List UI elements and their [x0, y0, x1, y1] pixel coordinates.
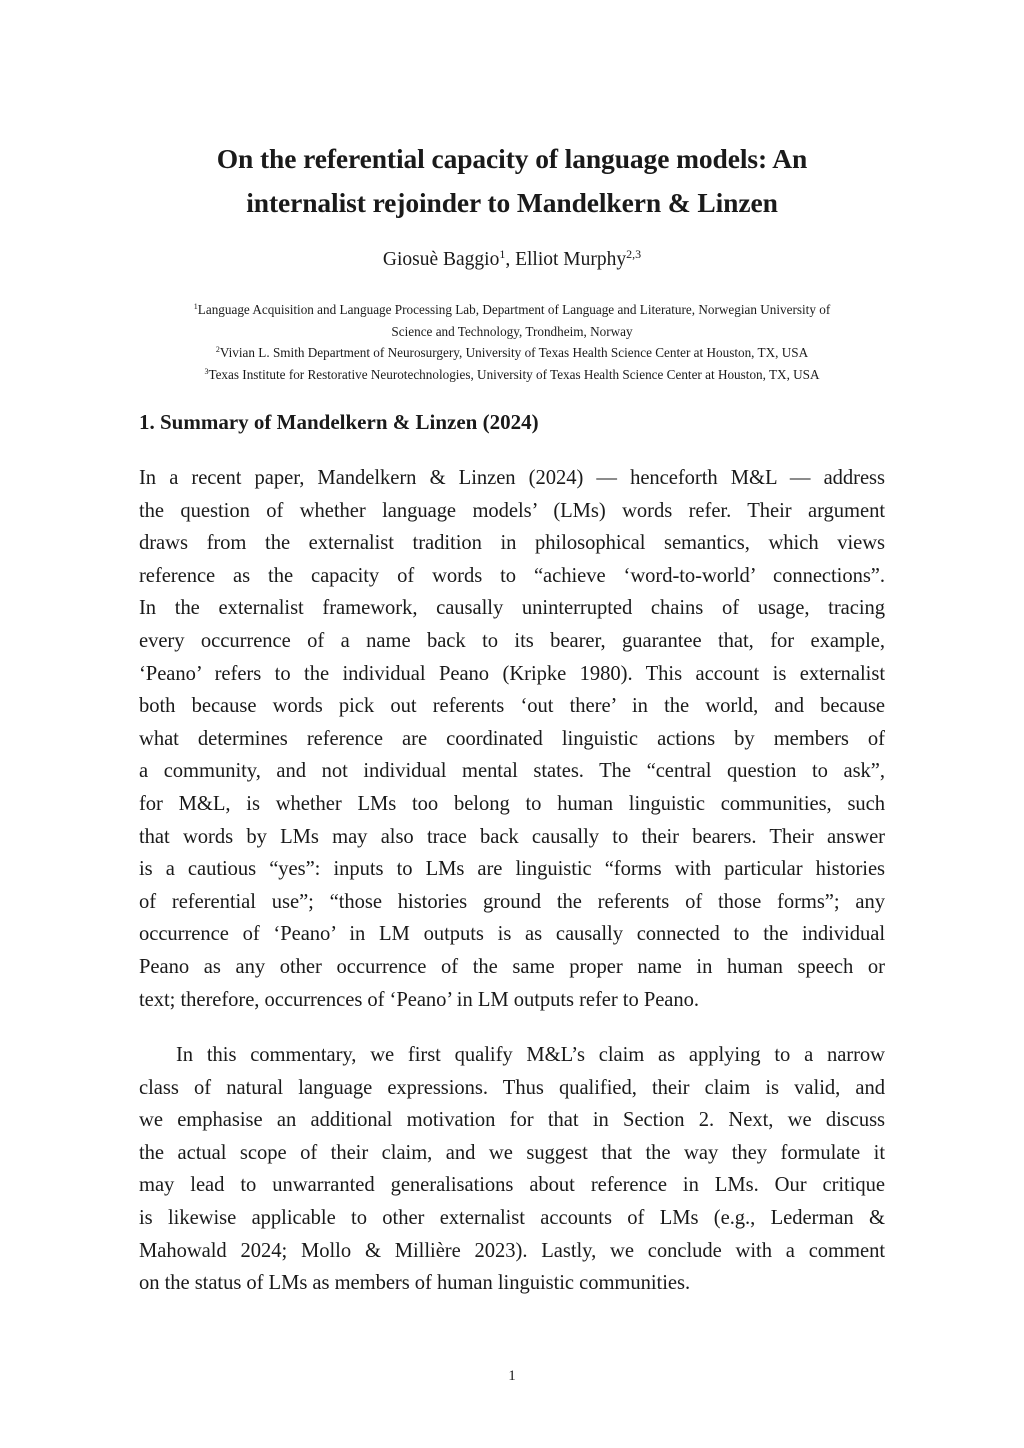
paragraph-line: In this commentary, we first qualify M&L’s claim as applying to a narrow	[176, 1044, 885, 1066]
author-affiliation-marker: 2,3	[626, 247, 642, 261]
affiliation-list	[131, 299, 893, 385]
section-heading: 1. Summary of Mandelkern & Linzen (2024)	[139, 410, 539, 434]
paragraph-line: both because words pick out referents ‘out there’ in the world, and because	[139, 695, 885, 718]
paragraph-line: for M&L, is whether LMs too belong to human linguistic communities, such	[139, 792, 885, 815]
body-paragraph	[139, 1039, 885, 1300]
affiliation-item	[131, 342, 893, 364]
paragraph-line: that words by LMs may also trace back causally to their bearers. Their answer	[139, 825, 885, 848]
affiliation-text: Texas Institute for Restorative Neurotechnologies, University of Texas Health Science Center at Houston, TX, USA	[208, 366, 820, 382]
paragraph-line: may lead to unwarranted generalisations about reference in LMs. Our critique	[139, 1174, 885, 1197]
paragraph-line: In the externalist framework, causally uninterrupted chains of usage, tracing	[139, 597, 885, 620]
title-line-1: On the referential capacity of language models: An	[216, 143, 808, 174]
affiliation-text: Language Acquisition and Language Processing Lab, Department of Language and Literature, Norwegian University of	[197, 302, 831, 317]
author-name: Giosuè Baggio	[382, 249, 500, 270]
paragraph-line: the actual scope of their claim, and we suggest that the way they formulate it	[139, 1141, 885, 1164]
affiliation-number: 1	[193, 302, 198, 311]
author-affiliation-marker: 1	[499, 247, 506, 261]
paper-title	[139, 137, 885, 225]
paragraph-line: occurrence of ‘Peano’ in LM outputs is as causally connected to the individual	[139, 923, 885, 946]
paragraph-line: In a recent paper, Mandelkern & Linzen (2024) — henceforth M&L — address	[139, 467, 885, 489]
author-name: Elliot Murphy	[515, 249, 627, 270]
paragraph-line: draws from the externalist tradition in philosophical semantics, which views	[139, 532, 885, 555]
paragraph-line: a community, and not individual mental states. The “central question to ask”,	[139, 760, 885, 783]
page-number: 1	[508, 1368, 516, 1384]
affiliation-item	[131, 364, 893, 386]
paragraph-line: of referential use”; “those histories ground the referents of those forms”; any	[139, 890, 885, 913]
affiliation-text: Vivian L. Smith Department of Neurosurgery, University of Texas Health Science Center at Houston, TX, USA	[219, 345, 809, 360]
affiliation-number: 2	[215, 345, 220, 354]
paragraph-line: we emphasise an additional motivation for that in Section 2. Next, we discuss	[139, 1109, 885, 1132]
body-paragraph	[139, 462, 885, 1016]
paragraph-line: text; therefore, occurrences of ‘Peano’ in LM outputs refer to Peano.	[139, 988, 699, 1011]
paragraph-line: is likewise applicable to other externalist accounts of LMs (e.g., Lederman &	[139, 1206, 885, 1229]
paragraph-line: reference as the capacity of words to “achieve ‘word-to-world’ connections”.	[139, 564, 885, 587]
paragraph-line: every occurrence of a name back to its bearer, guarantee that, for example,	[139, 629, 885, 652]
paragraph-line: is a cautious “yes”: inputs to LMs are linguistic “forms with particular histories	[139, 858, 885, 881]
paragraph-line: ‘Peano’ refers to the individual Peano (Kripke 1980). This account is externalist	[139, 662, 885, 685]
paragraph-line: Peano as any other occurrence of the same proper name in human speech or	[139, 955, 885, 978]
paragraph-line: Mahowald 2024; Mollo & Millière 2023). Lastly, we conclude with a comment	[139, 1239, 885, 1262]
author-list	[139, 246, 885, 274]
affiliation-number: 3	[204, 366, 209, 376]
author-separator: ,	[505, 249, 516, 270]
paragraph-line: on the status of LMs as members of human linguistic communities.	[139, 1272, 691, 1295]
affiliation-item	[131, 299, 893, 342]
paragraph-line: class of natural language expressions. Thus qualified, their claim is valid, and	[139, 1076, 885, 1099]
paragraph-line: the question of whether language models’ (LMs) words refer. Their argument	[139, 499, 885, 522]
paragraph-line: what determines reference are coordinated linguistic actions by members of	[139, 727, 885, 750]
affiliation-text: Science and Technology, Trondheim, Norway	[391, 323, 633, 339]
title-line-2: internalist rejoinder to Mandelkern & Linzen	[246, 187, 778, 218]
